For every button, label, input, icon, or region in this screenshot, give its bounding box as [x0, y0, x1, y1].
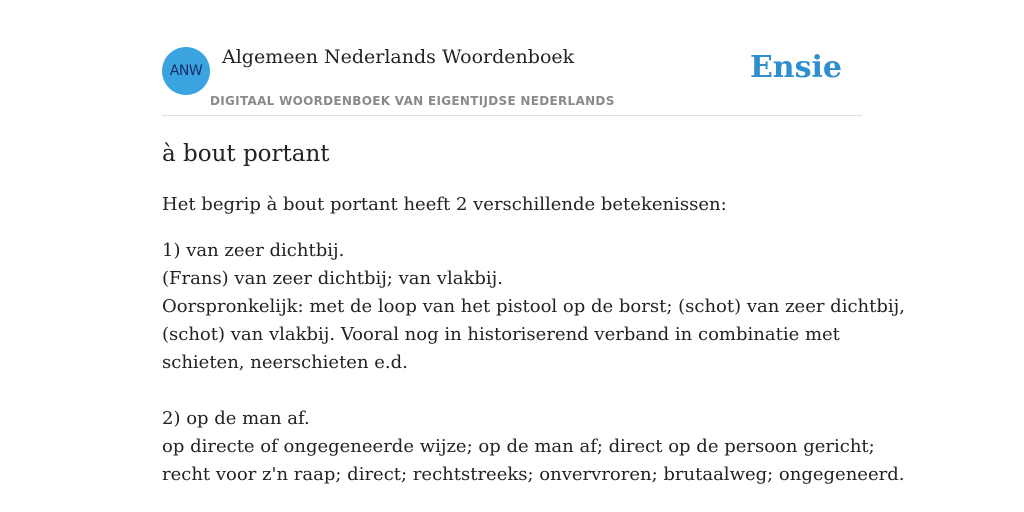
meaning-1: [162, 237, 905, 377]
meaning-line: 2) op de man af.: [162, 408, 310, 429]
entry-term: à bout portant: [162, 141, 330, 167]
entry-content: [162, 138, 905, 489]
site-header: [162, 40, 862, 116]
meaning-line: recht voor z'n raap; direct; rechtstreeks; onvervroren; brutaalweg; ongegeneerd.: [162, 464, 905, 485]
entry-intro: Het begrip à bout portant heeft 2 verschillende betekenissen:: [162, 194, 727, 215]
site-subtitle: DIGITAAL WOORDENBOEK VAN EIGENTIJDSE NEDERLANDS: [210, 94, 615, 108]
ensie-brand-logo[interactable]: Ensie: [749, 50, 842, 85]
anw-logo[interactable]: ANW: [162, 47, 210, 95]
meaning-line: schieten, neerschieten e.d.: [162, 352, 408, 373]
meaning-line: Oorspronkelijk: met de loop van het pistool op de borst; (schot) van zeer dichtbij,: [162, 296, 905, 317]
meaning-line: (schot) van vlakbij. Vooral nog in historiserend verband in combinatie met: [162, 324, 840, 345]
meaning-line: 1) van zeer dichtbij.: [162, 240, 345, 261]
meaning-line: (Frans) van zeer dichtbij; van vlakbij.: [162, 268, 503, 289]
meaning-line: op directe of ongegeneerde wijze; op de man af; direct op de persoon gericht;: [162, 436, 875, 457]
meaning-2: [162, 405, 905, 489]
site-title[interactable]: Algemeen Nederlands Woordenboek: [222, 46, 575, 68]
